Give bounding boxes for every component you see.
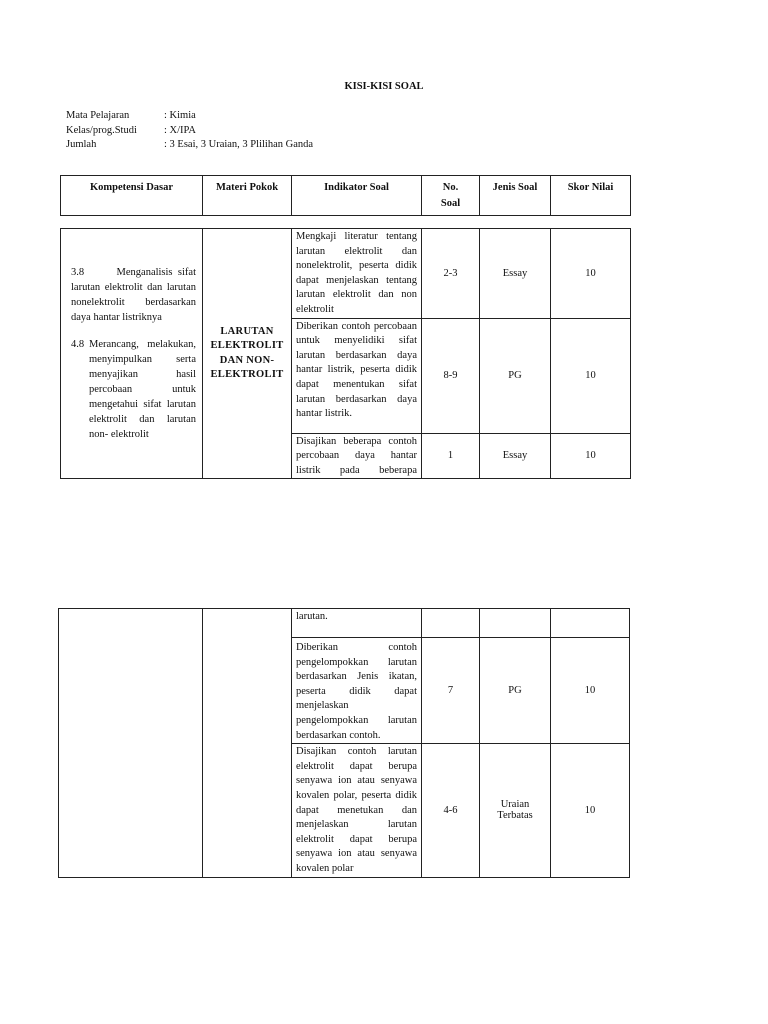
jenis-soal-cell: Essay: [480, 229, 551, 319]
materi-line1: LARUTAN: [220, 325, 274, 337]
header-no-line2: Soal: [440, 198, 461, 209]
kd1-number: 3.8: [71, 267, 85, 279]
meta-key: Kelas/prog.Studi: [66, 124, 137, 136]
skor-cell: 10: [551, 229, 631, 319]
kompetensi-dasar-cell: [61, 229, 203, 479]
indikator-cell: [292, 318, 422, 433]
jenis-soal-cell: PG: [480, 638, 551, 744]
indikator-cell: [292, 433, 422, 479]
body-table-part2: [58, 608, 630, 878]
no-soal-cell: 4-6: [422, 744, 480, 877]
meta-value: : Kimia: [164, 110, 196, 121]
header-jenis-soal: Jenis Soal: [480, 176, 551, 216]
header-kompetensi-dasar: Kompetensi Dasar: [61, 176, 203, 216]
header-no-line1: No.: [442, 182, 459, 193]
indikator-text: Diberikan contoh percobaan untuk menyelidiki sifat larutan berdasarkan daya hantar listrik, peserta didik dapat menentukan sifat larutan berdasarkan daya hantar listrik.: [296, 320, 417, 420]
header-indikator-soal: Indikator Soal: [292, 176, 422, 216]
meta-row-class: [66, 124, 313, 139]
indikator-cell: [292, 609, 422, 638]
meta-row-subject: [66, 109, 313, 124]
no-soal-cell: 2-3: [422, 229, 480, 319]
skor-cell: 10: [551, 638, 630, 744]
indikator-cell: [292, 229, 422, 319]
materi-line4: ELEKTROLIT: [210, 369, 284, 381]
kompetensi-dasar-cell-continued: [59, 609, 203, 878]
meta-key: Jumlah: [66, 139, 97, 150]
body-table-part1: [60, 228, 631, 479]
no-soal-cell: 7: [422, 638, 480, 744]
meta-row-count: [66, 138, 313, 153]
skor-cell: 10: [551, 318, 631, 433]
kd-4-8: [71, 337, 196, 442]
document-metadata: [66, 109, 313, 153]
materi-line2: ELEKTROLIT: [210, 340, 284, 352]
jenis-soal-cell: [480, 744, 551, 877]
meta-key: Mata Pelajaran: [66, 110, 130, 121]
jenis-soal-cell: PG: [480, 318, 551, 433]
no-soal-cell: [422, 609, 480, 638]
header-no-soal: [422, 176, 480, 216]
kd2-text: Merancang, melakukan, menyimpulkan serta menyajikan hasil percobaan untuk mengetahui sifat larutan elektrolit dan larutan non- elektrolit: [89, 339, 196, 441]
meta-value: : X/IPA: [164, 124, 196, 136]
materi-line3: DAN NON-: [219, 354, 275, 366]
kd1-text: Menganalisis sifat larutan elektrolit dan larutan nonelektrolit berdasarkan daya hantar listriknya: [71, 267, 196, 324]
indikator-cell: [292, 638, 422, 744]
materi-pokok-cell: [203, 229, 292, 479]
kd-3-8: [71, 265, 196, 325]
header-skor-nilai: Skor Nilai: [551, 176, 631, 216]
jenis-line1: Uraian: [500, 799, 530, 811]
no-soal-cell: 8-9: [422, 318, 480, 433]
jenis-soal-cell: Essay: [480, 433, 551, 479]
indikator-text: Mengkaji literatur tentang larutan elektrolit dan nonelektrolit, peserta didik dapat menjelaskan tentang larutan elektrolit dan non elektrolit: [296, 231, 417, 315]
skor-cell: 10: [551, 433, 631, 479]
materi-pokok-cell-continued: [203, 609, 292, 878]
kd2-number: 4.8: [71, 339, 85, 351]
header-materi-pokok: Materi Pokok: [203, 176, 292, 216]
indikator-text: Disajikan beberapa contoh percobaan daya hantar listrik pada beberapa: [296, 435, 417, 476]
jenis-soal-cell: [480, 609, 551, 638]
meta-value: : 3 Esai, 3 Uraian, 3 Plilihan Ganda: [164, 139, 314, 150]
no-soal-cell: 1: [422, 433, 480, 479]
jenis-line2: Terbatas: [497, 810, 533, 822]
indikator-text: Diberikan contoh pengelompokkan larutan berdasarkan Jenis ikatan, peserta didik dapat menjelaskan pengelompokkan larutan berdasarkan contoh.: [296, 642, 417, 741]
header-table: [60, 175, 631, 216]
indikator-cell: [292, 744, 422, 877]
skor-cell: [551, 609, 630, 638]
skor-cell: 10: [551, 744, 630, 877]
document-title: KISI-KISI SOAL: [344, 81, 424, 92]
indikator-text: Disajikan contoh larutan elektrolit dapat berupa senyawa ion atau senyawa kovalen polar, peserta didik dapat menetukan dan menjelaskan larutan elektrolit dapat berupa senyawa ion atau senyawa kovalen polar: [296, 746, 417, 874]
indikator-text: larutan.: [296, 611, 328, 622]
